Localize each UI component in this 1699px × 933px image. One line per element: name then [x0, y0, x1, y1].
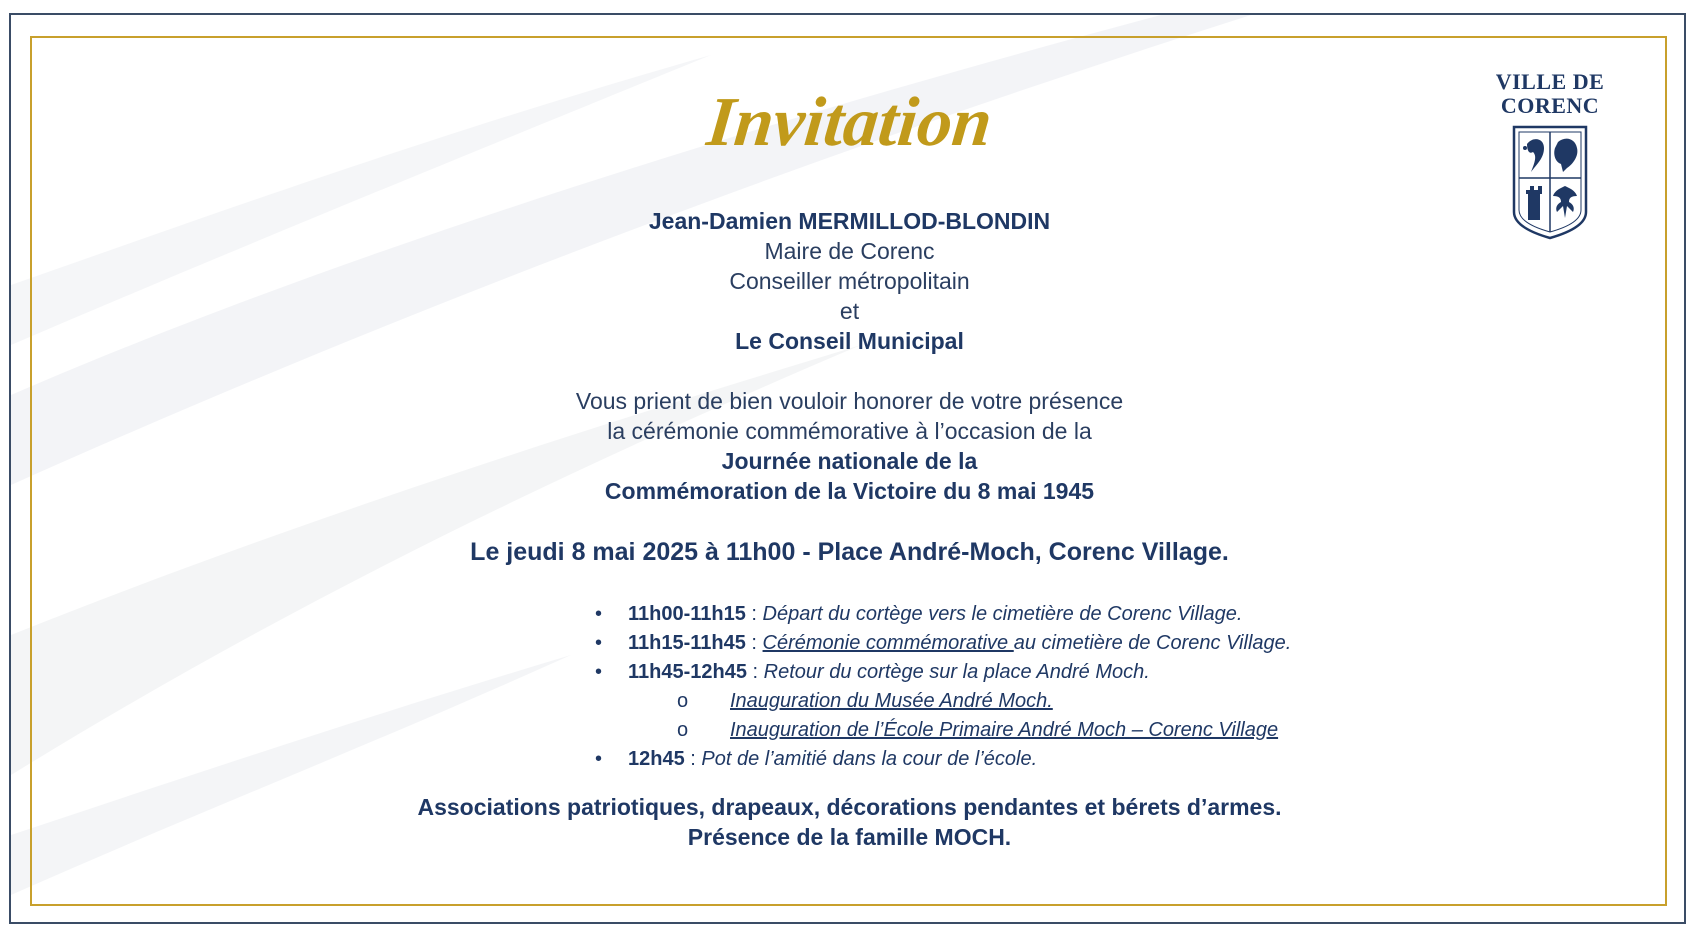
schedule-sub-item: [595, 716, 1495, 745]
schedule-text: Retour du cortège sur la place André Moch.: [763, 661, 1150, 683]
bullet-icon: •: [595, 603, 603, 625]
circle-bullet-icon: o: [677, 690, 689, 712]
schedule-separator: :: [745, 632, 763, 654]
schedule-time: 11h00-11h15: [628, 603, 746, 625]
schedule-text: au cimetière de Corenc Village.: [1013, 632, 1292, 654]
municipal-council: Le Conseil Municipal: [735, 328, 964, 354]
schedule-item: [595, 629, 1495, 658]
logo-line-1: VILLE DE: [1495, 69, 1605, 94]
schedule-sub-text: Inauguration du Musée André Moch.: [730, 690, 1053, 712]
schedule-time: 12h45: [628, 748, 685, 770]
host-role-mayor: Maire de Corenc: [764, 238, 935, 264]
host-block: [0, 206, 1699, 356]
footer-block: [0, 792, 1699, 852]
schedule-item: [595, 745, 1495, 774]
circle-bullet-icon: o: [677, 719, 689, 741]
footer-line-1: Associations patriotiques, drapeaux, décorations pendantes et bérets d’armes.: [417, 794, 1282, 820]
schedule-separator: :: [684, 748, 702, 770]
host-name: Jean-Damien MERMILLOD-BLONDIN: [648, 208, 1051, 234]
bullet-icon: •: [595, 748, 603, 770]
schedule-text-underlined: Cérémonie commémorative: [762, 632, 1014, 654]
host-role-councillor: Conseiller métropolitain: [729, 268, 970, 294]
schedule-sub-item: [595, 687, 1495, 716]
footer-line-2: Présence de la famille MOCH.: [687, 824, 1012, 850]
event-date-location: Le jeudi 8 mai 2025 à 11h00 - Place André-Moch, Corenc Village.: [470, 538, 1229, 566]
schedule-item: [595, 600, 1495, 629]
schedule-text: Départ du cortège vers le cimetière de Corenc Village.: [762, 603, 1243, 625]
request-block: [0, 386, 1699, 506]
schedule-sub-text: Inauguration de l’École Primaire André Moch – Corenc Village: [730, 719, 1279, 741]
request-line-1: Vous prient de bien vouloir honorer de votre présence: [575, 388, 1124, 414]
logo-line-2: CORENC: [1500, 93, 1600, 118]
schedule-separator: :: [746, 661, 764, 683]
bullet-icon: •: [595, 661, 603, 683]
schedule-time: 11h15-11h45: [628, 632, 746, 654]
host-conjunction: et: [839, 298, 860, 324]
invitation-title: Invitation: [703, 84, 996, 161]
schedule-text: Pot de l’amitié dans la cour de l’école.: [701, 748, 1038, 770]
schedule-time: 11h45-12h45: [628, 661, 747, 683]
schedule-separator: :: [745, 603, 763, 625]
request-line-4: Commémoration de la Victoire du 8 mai 1945: [604, 478, 1095, 504]
schedule-item: [595, 658, 1495, 687]
request-line-3: Journée nationale de la: [721, 448, 978, 474]
schedule-list: [595, 600, 1495, 774]
bullet-icon: •: [595, 632, 603, 654]
request-line-2: la cérémonie commémorative à l’occasion de la: [607, 418, 1092, 444]
